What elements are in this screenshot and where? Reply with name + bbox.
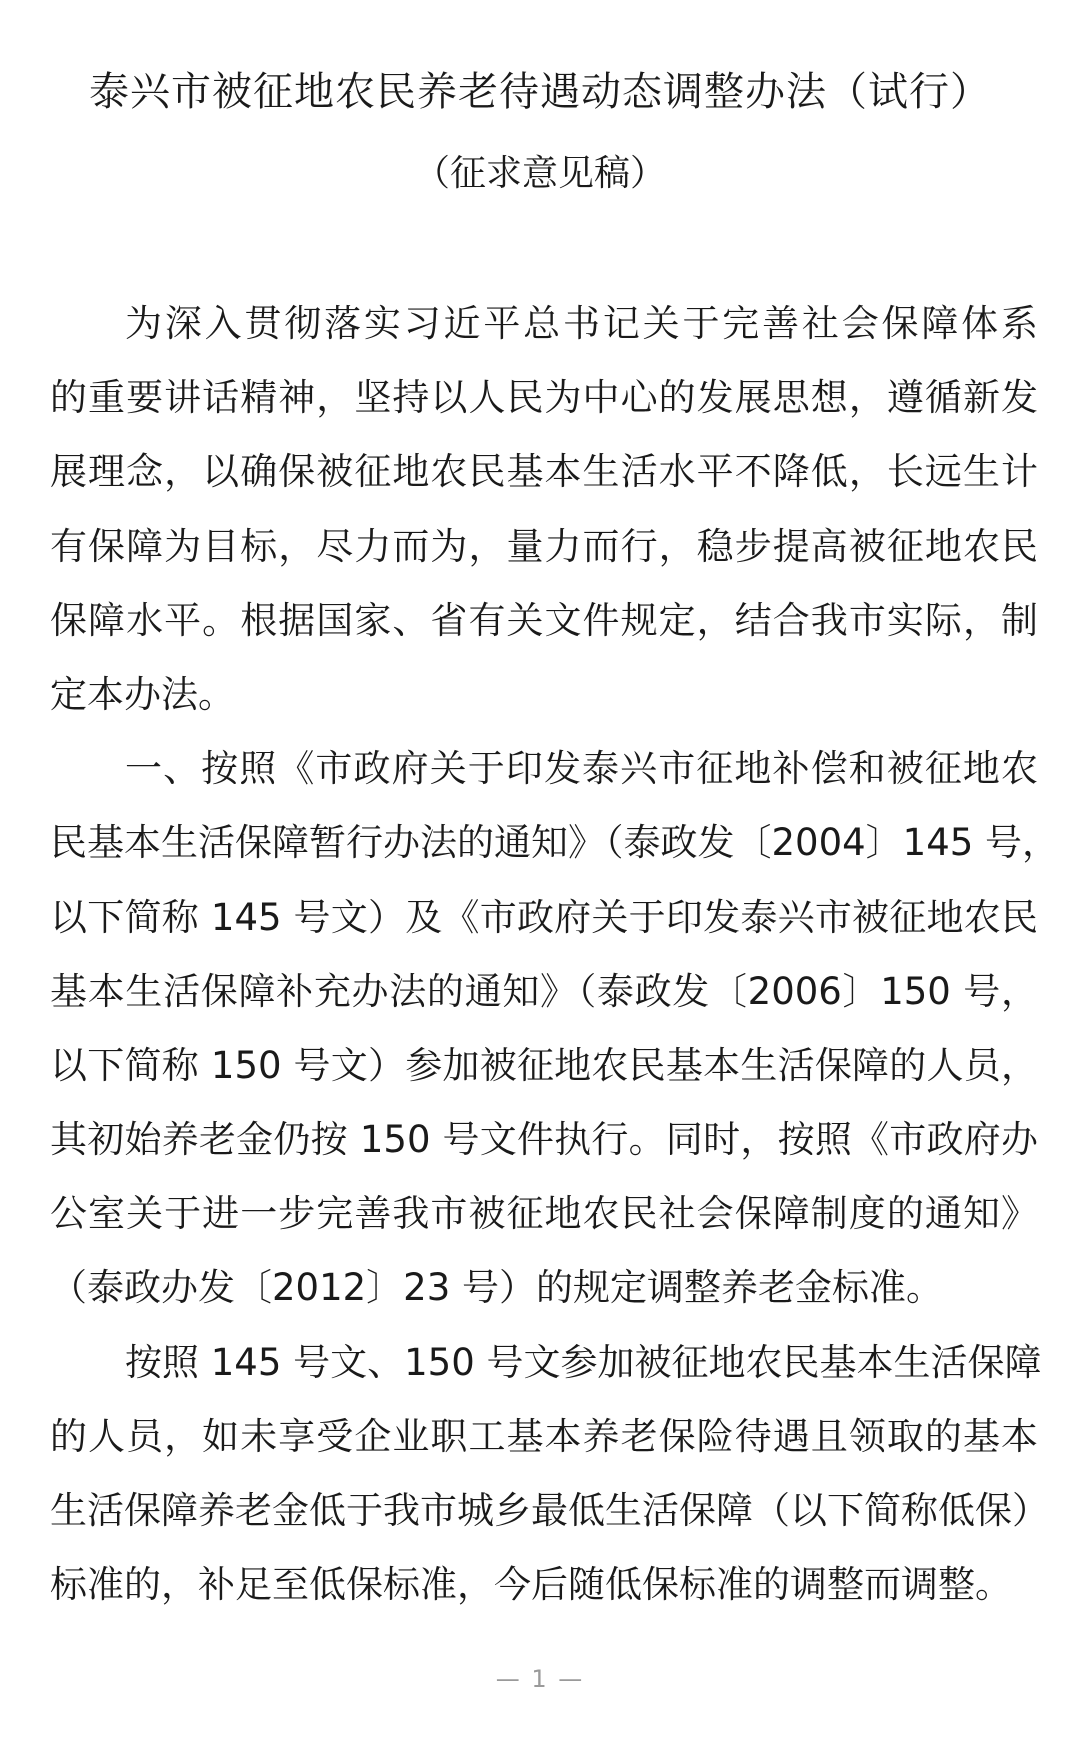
paragraph-3-line-3: 生活保障养老金低于我市城乡最低生活保障（以下简称低保） <box>50 1489 1049 1532</box>
paragraph-3-line-1: 按照 145 号文、150 号文参加被征地农民基本生活保障 <box>125 1340 1042 1384</box>
paragraph-1-line-3: 展理念，以确保被征地农民基本生活水平不降低，长远生计 <box>50 450 1038 494</box>
paragraph-1-line-4: 有保障为目标，尽力而为，量力而行，稳步提高被征地农民 <box>50 524 1038 568</box>
paragraph-1-line-2: 的重要讲话精神，坚持以人民为中心的发展思想，遵循新发 <box>50 376 1038 420</box>
paragraph-2-line-8: （泰政办发〔2012〕23 号）的规定调整养老金标准。 <box>50 1266 944 1310</box>
paragraph-3-line-4: 标准的，补足至低保标准，今后随低保标准的调整而调整。 <box>50 1563 1012 1607</box>
document-subtitle: （征求意见稿） <box>413 153 666 194</box>
paragraph-2-line-1: 一、按照《市政府关于印发泰兴市征地补偿和被征地农 <box>125 747 1038 791</box>
paragraph-2-line-5: 以下简称 150 号文）参加被征地农民基本生活保障的人员， <box>50 1043 1038 1087</box>
paragraph-2-line-7: 公室关于进一步完善我市被征地农民社会保障制度的通知》 <box>50 1192 1038 1236</box>
paragraph-2-line-4: 基本生活保障补充办法的通知》（泰政发〔2006〕150 号， <box>50 969 1038 1013</box>
paragraph-1-line-1: 为深入贯彻落实习近平总书记关于完善社会保障体系 <box>125 302 1038 345</box>
document-body <box>50 287 1060 1622</box>
paragraph-1-line-6: 定本办法。 <box>50 672 235 716</box>
page-number: — 1 — <box>495 1665 585 1693</box>
paragraph-2-line-2: 民基本生活保障暂行办法的通知》（泰政发〔2004〕145 号， <box>50 821 1060 865</box>
paragraph-2-line-6: 其初始养老金仍按 150 号文件执行。同时，按照《市政府办 <box>50 1118 1038 1162</box>
paragraph-3-line-2: 的人员，如未享受企业职工基本养老保险待遇且领取的基本 <box>50 1414 1038 1458</box>
paragraph-2-line-3: 以下简称 145 号文）及《市政府关于印发泰兴市被征地农民 <box>50 895 1038 939</box>
document-title: 泰兴市被征地农民养老待遇动态调整办法（试行） <box>89 69 991 115</box>
paragraph-1-line-5: 保障水平。根据国家、省有关文件规定，结合我市实际，制 <box>50 598 1038 642</box>
